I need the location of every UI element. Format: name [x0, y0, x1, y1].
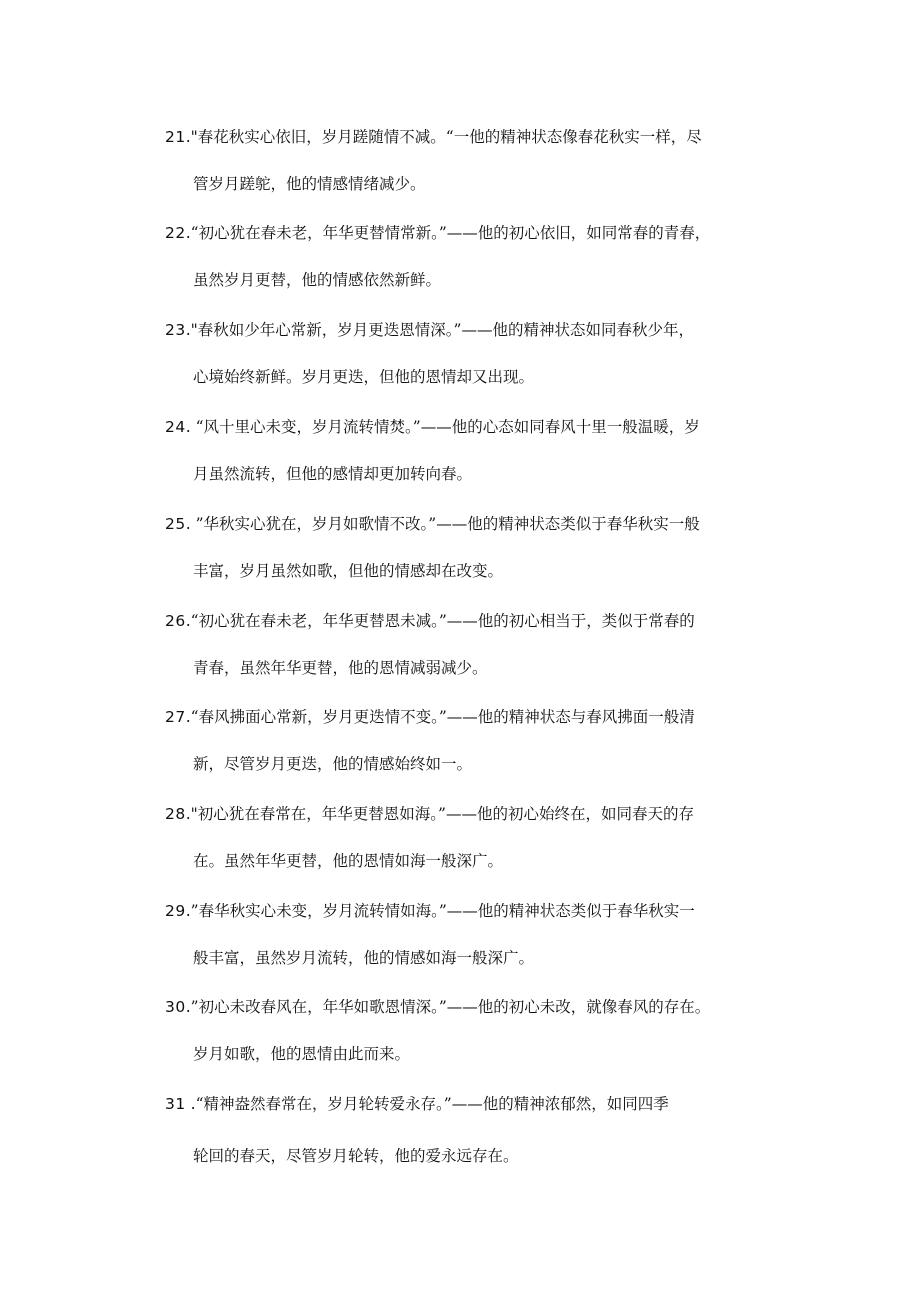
item-number: 29	[165, 902, 186, 920]
item-first-line	[165, 223, 710, 243]
item-number: 24	[165, 418, 186, 436]
item-continuation-line: 管岁月蹉鸵，他的情感情绪减少。	[193, 175, 426, 193]
item-number: 31	[165, 1095, 186, 1113]
item-text: . ”华秋实心犹在，岁月如歌情不改。”——他的精神状态类似于春华秋实一般	[185, 515, 700, 533]
item-continuation-line: 新，尽管岁月更迭，他的情感始终如一。	[193, 755, 473, 773]
item-continuation-line: 轮回的春天，尽管岁月轮转，他的爱永远存在。	[193, 1147, 519, 1165]
item-text: . “风十里心未变，岁月流转情焚。”——他的心态如同春风十里一般温暖，岁	[185, 418, 700, 436]
item-number: 28	[165, 805, 186, 823]
item-text: .”春华秋实心未变，岁月流转情如海。”——他的精神状态类似于春华秋实一	[185, 902, 695, 920]
item-text: ."初心犹在春常在，年华更替恩如海。”——他的初心始终在，如同春天的存	[185, 805, 694, 823]
item-number: 25	[165, 515, 186, 533]
item-text: .“初心犹在春未老，年华更替恩未减。”——他的初心相当于，类似于常春的	[185, 612, 695, 630]
item-continuation-line: 心境始终新鲜。岁月更迭，但他的恩情却又出现。	[193, 368, 535, 386]
item-number: 22	[165, 224, 186, 242]
item-first-line	[165, 320, 694, 340]
item-first-line	[165, 611, 695, 631]
item-number: 26	[165, 612, 186, 630]
item-number: 30	[165, 998, 186, 1016]
item-continuation-line: 月虽然流转，但他的感情却更加转向春。	[193, 465, 473, 483]
item-first-line	[165, 1094, 669, 1114]
item-text: .“春风拂面心常新，岁月更迭情不变。”——他的精神状态与春风拂面一般清	[185, 708, 695, 726]
item-number: 23	[165, 321, 186, 339]
item-first-line	[165, 707, 695, 727]
item-continuation-line: 丰富，岁月虽然如歌，但他的情感却在改变。	[193, 562, 504, 580]
item-continuation-line: 岁月如歌，他的恩情由此而来。	[193, 1045, 411, 1063]
item-text: .“初心犹在春未老，年华更替情常新。”——他的初心依旧，如同常春的青春，	[185, 224, 711, 242]
item-number: 27	[165, 708, 186, 726]
item-continuation-line: 虽然岁月更替，他的情感依然新鲜。	[193, 271, 442, 289]
item-first-line	[165, 901, 695, 921]
item-first-line	[165, 417, 700, 437]
item-continuation-line: 在。虽然年华更替，他的恩情如海一般深广。	[193, 852, 504, 870]
item-text: .”初心未改春风在，年华如歌恩情深。”——他的初心未改，就像春风的存在。	[185, 998, 711, 1016]
item-first-line	[165, 804, 694, 824]
item-number: 21	[165, 128, 186, 146]
item-first-line	[165, 997, 710, 1017]
item-text: ."春花秋实心依旧，岁月蹉随情不减。“一他的精神状态像春花秋实一样，尽	[185, 128, 702, 146]
item-continuation-line: 般丰富，虽然岁月流转，他的情感如海一般深广。	[193, 949, 535, 967]
item-text: ."春秋如少年心常新，岁月更迭恩情深。”——他的精神状态如同春秋少年，	[185, 321, 694, 339]
item-first-line	[165, 514, 700, 534]
item-continuation-line: 青春，虽然年华更替，他的恩情减弱减少。	[193, 659, 488, 677]
item-first-line	[165, 127, 702, 147]
item-text: .“精神盎然春常在，岁月轮转爱永存。”——他的精神浓郁然，如同四季	[185, 1095, 669, 1113]
